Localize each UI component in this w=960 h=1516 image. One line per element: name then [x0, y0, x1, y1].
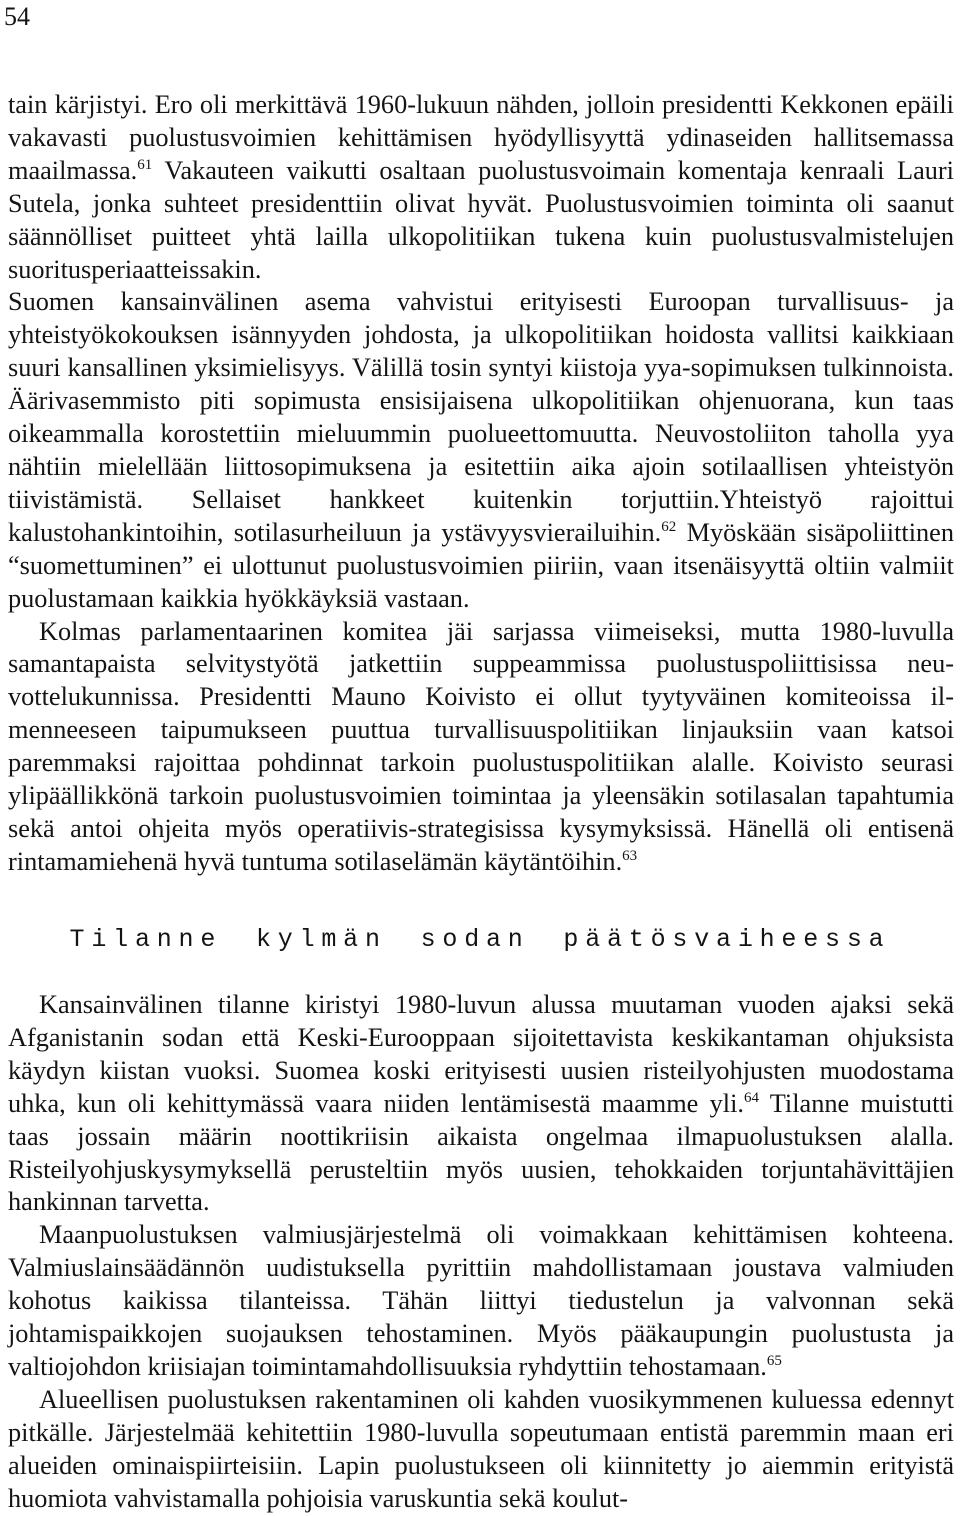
- footnote-reference: 63: [622, 847, 638, 864]
- paragraph-text: Myöskään sisäpoliittinen “suomettuminen” ei ulottunut puolustusvoimien piiriin, vaan itsenäisyyttä oltiin valmiit puolustamaan kaikkia hyökkäyksiä vastaan.: [8, 517, 954, 613]
- paragraph-text: Maanpuolustuksen valmiusjärjestelmä oli voimakkaan kehittämisen kohteena. Valmiuslainsäädännön uudistuksella pyrittiin mahdollistamaan joustava valmiuden kohotus kaikissa tilanteissa. Tähän liittyi tiedustelun ja valvonnan sekä johtamispaikkojen suojauksen tehostaminen. Myös pääkaupungin puolustusta ja valtiojohdon kriisiajan toimintamahdollisuuksia ryhdyttiin tehostamaan.: [8, 1220, 954, 1381]
- paragraph: [8, 89, 954, 286]
- footnote-reference: 65: [766, 1352, 782, 1369]
- paragraph: [8, 616, 954, 879]
- paragraph-text: Kansainvälinen tilanne kiristyi 1980-luvun alussa muutaman vuoden ajaksi sekä Afganistanin sodan että Keski-Eurooppaan sijoitettavista keskikantaman ohjuksista käydyn kiistan vuoksi. Suomea koski erityisesti uusien risteilyohjusten muodostama uhka, kun oli kehittymässä vaara niiden lentämisestä maamme yli.: [8, 990, 954, 1118]
- paragraph-text: Suomen kansainvälinen asema vahvistui erityisesti Euroopan turvallisuus- ja yhteistyökokouksen isännyyden johdosta, ja ulkopolitiikan hoidosta vallitsi kaikkiaan suuri kansallinen yksimielisyys. Välillä tosin syntyi kiistoja yya-sopimuksen tulkinnoista. Äärivasemmisto piti sopimusta ensisijaisena ulkopolitiikan ohjenuorana, kun taas oikeammalla korostettiin mieluummin puolueettomuutta. Neuvostoliiton taholla yya nähtiin mielellään liittosopimuksena ja esitettiin aika ajoin sotilaallisen yhteistyön tiivistämistä. Sellaiset hankkeet kuitenkin torjuttiin.Yhteistyö rajoittui kalustohankintoihin, sotilasurheiluun ja ystävyysvierailuihin.: [8, 287, 954, 547]
- footnote-reference: 61: [137, 156, 153, 173]
- footnote-reference: 64: [743, 1089, 759, 1106]
- paragraph-text: Tilanne muistutti taas jossain määrin noottikriisin aikaista ongelmaa ilmapuolustuksen alalla. Risteilyohjuskysymyksellä perusteltiin myös uusien, tehokkaiden torjuntahävittäjien hankinnan tarvetta.: [8, 1088, 954, 1217]
- paragraph-text: Alueellisen puolustuksen rakentaminen oli kahden vuosikymmenen kuluessa edennyt pitkälle. Järjestelmää kehitettiin 1980-luvulla sopeutumaan entistä paremmin maan eri alueiden ominaispiirteisiin. Lapin puolustukseen oli kiinnitetty jo aiemmin erityistä huomiota vahvistamalla pohjoisia varuskuntia sekä koulut-: [8, 1384, 954, 1513]
- paragraph-text: Kolmas parlamentaarinen komitea jäi sarjassa viimeiseksi, mutta 1980-luvulla samantapaista selvitystyötä jatkettiin suppeammissa puolustuspoliittisissa neuvottelukunnissa. Presidentti Mauno Koivisto ei ollut tyytyväinen komiteoissa ilmenneeseen taipumukseen puuttua turvallisuuspolitiikan linjauksiin vaan katsoi paremmaksi rajoittaa pohdinnat tarkoin puolustuspolitiikan alalle. Koivisto seurasi ylipäällikkönä tarkoin puolustusvoimien toimintaa ja yleensäkin sotilasalan tapahtumia sekä antoi ohjeita myös operatiivis-strategisissa kysymyksissä. Hänellä oli entisenä rintamamiehenä hyvä tuntuma sotilaselämän käytäntöihin.: [8, 616, 954, 876]
- section-heading: Tilanne kylmän sodan päätösvaiheessa: [69, 925, 891, 954]
- page-number: 54: [4, 2, 30, 31]
- paragraph: [8, 286, 954, 615]
- paragraph: [8, 1219, 954, 1384]
- paragraph-text: Vakauteen vaikutti osaltaan puolustusvoimain komentaja kenraali Lauri Sutela, jonka suhteet presidenttiin olivat hyvät. Puolustusvoimien toiminta oli saanut säännölliset puitteet yhtä lailla ulkopolitiikan tukena kuin puolustusvalmistelujen suoritusperiaatteissakin.: [8, 155, 954, 284]
- body-text-section-one: [8, 89, 954, 879]
- paragraph-text: tain kärjistyi. Ero oli merkittävä 1960-lukuun nähden, jolloin presidentti Kekkonen epäili vakavasti puolustusvoimien kehittämisen hyödyllisyyttä ydinaseiden hallitsemassa maailmassa.: [8, 90, 954, 185]
- body-text-section-two: [8, 989, 954, 1516]
- paragraph: [8, 1384, 954, 1516]
- paragraph: [8, 989, 954, 1219]
- footnote-reference: 62: [661, 518, 677, 535]
